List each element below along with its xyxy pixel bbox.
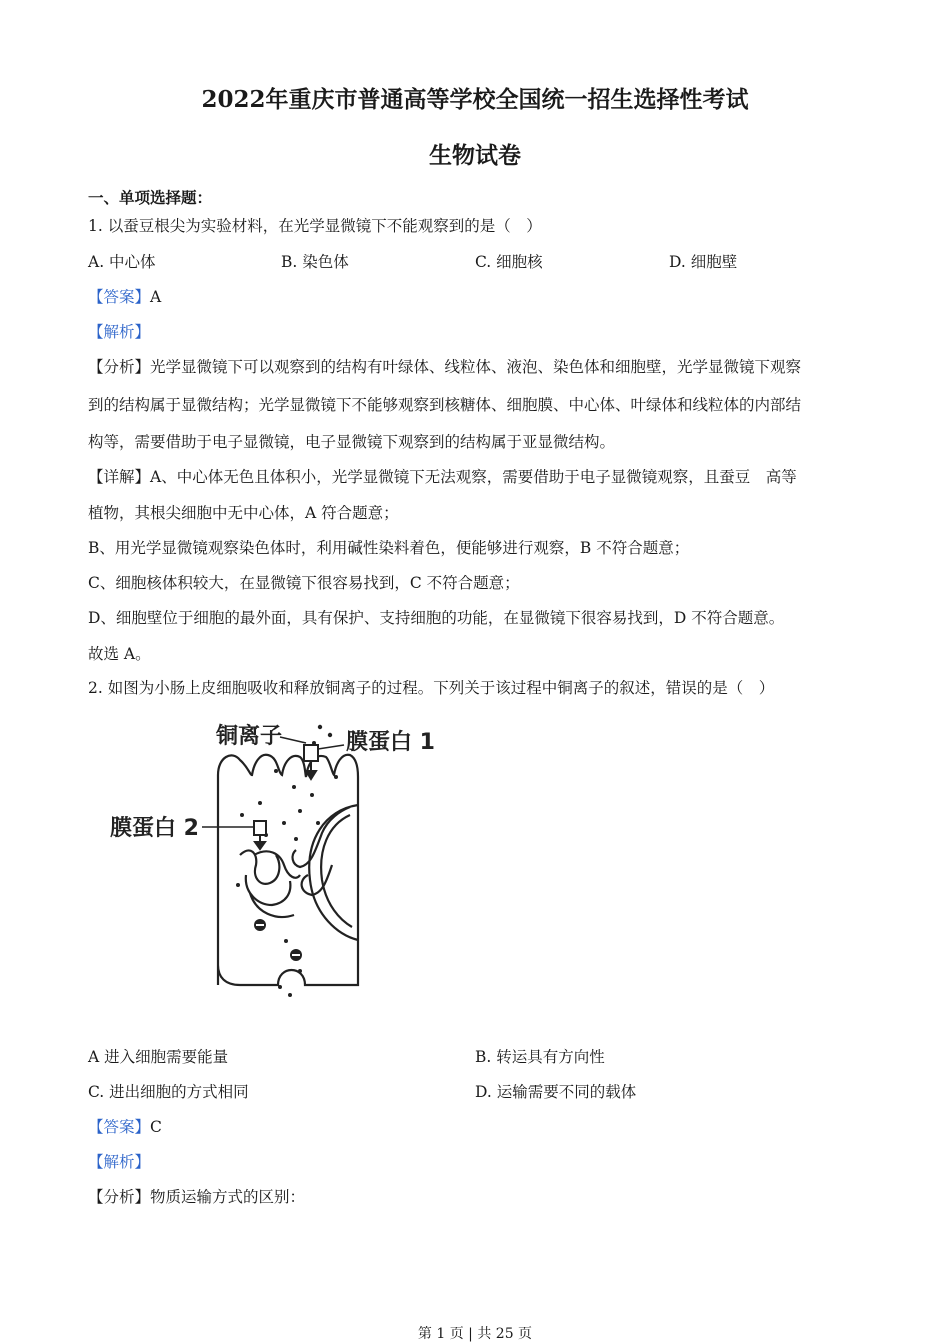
- q2-option-b: B. 转运具有方向性: [475, 1048, 605, 1066]
- fenxi-text: 光学显微镜下可以观察到的结构有叶绿体、线粒体、液泡、染色体和细胞壁，光学显微镜下观察: [150, 358, 802, 376]
- q1-fenxi-line-1: [88, 357, 801, 377]
- membrane-protein-2: [254, 821, 266, 849]
- copper-ion-dots: [236, 725, 338, 997]
- q1-answer: [88, 287, 161, 307]
- q2-fenxi-line-1: [88, 1187, 305, 1207]
- q1-fenxi-line-3: 构等，需要借助于电子显微镜，电子显微镜下观察到的结构属于亚显微结构。: [88, 433, 616, 451]
- q1-option-a: A. 中心体: [88, 253, 156, 271]
- q1-line-b: B、用光学显微镜观察染色体时，利用碱性染料着色，便能够进行观察，B 不符合题意；: [88, 539, 690, 557]
- q2-analysis-tag: 【解析】: [88, 1153, 151, 1171]
- xiangjie-tag: 【详解】: [88, 468, 151, 486]
- section-heading: 一、单项选择题：: [88, 188, 213, 207]
- q1-stem: 1. 以蚕豆根尖为实验材料，在光学显微镜下不能观察到的是（ ）: [88, 217, 542, 235]
- xiangjie-text: A、中心体无色且体积小，光学显微镜下无法观察，需要借助于电子显微镜观察，且蚕豆 高等: [150, 468, 797, 486]
- q2-answer: [88, 1117, 162, 1137]
- cell-membrane: [218, 755, 358, 985]
- answer-tag: 【答案】: [88, 288, 151, 306]
- label-membrane-protein-2: 膜蛋白 2: [110, 816, 199, 841]
- q2-option-a: A 进入细胞需要能量: [88, 1048, 229, 1066]
- page-title: 2022年重庆市普通高等学校全国统一招生选择性考试: [201, 86, 749, 113]
- answer-tag: 【答案】: [88, 1118, 151, 1136]
- q1-option-b: B. 染色体: [281, 253, 349, 271]
- q1-line-d: D、细胞壁位于细胞的最外面，具有保护、支持细胞的功能，在显微镜下很容易找到，D 不符合题意。: [88, 609, 785, 627]
- q1-option-d: D. 细胞壁: [669, 253, 738, 271]
- label-membrane-protein-1: 膜蛋白 1: [346, 730, 435, 755]
- q2-option-c: C. 进出细胞的方式相同: [88, 1083, 249, 1101]
- page-footer: 第 1 页 | 共 25 页: [417, 1326, 533, 1342]
- q2-stem: 2. 如图为小肠上皮细胞吸收和释放铜离子的过程。下列关于该过程中铜离子的叙述，错误的是（ ）: [88, 679, 775, 697]
- page-subtitle: 生物试卷: [429, 142, 521, 169]
- q1-fenxi-line-2: 到的结构属于显微结构；光学显微镜下不能够观察到核糖体、细胞膜、中心体、叶绿体和线粒体的内部结: [88, 396, 802, 414]
- fenxi-tag: 【分析】: [88, 1188, 151, 1206]
- nucleus: [309, 805, 358, 940]
- q1-option-c: C. 细胞核: [475, 253, 543, 271]
- q1-line-c: C、细胞核体积较大，在显微镜下很容易找到，C 不符合题意；: [88, 574, 520, 592]
- fenxi-text: 物质运输方式的区别：: [150, 1188, 306, 1206]
- answer-value: C: [150, 1118, 162, 1136]
- q1-xiangjie-line-1: [88, 467, 797, 487]
- q1-xiangjie-line-2: 植物，其根尖细胞中无中心体，A 符合题意；: [88, 504, 399, 522]
- q1-analysis-tag: 【解析】: [88, 323, 151, 341]
- fenxi-tag: 【分析】: [88, 358, 151, 376]
- answer-value: A: [150, 288, 162, 306]
- label-copper-ion: 铜离子: [216, 724, 283, 749]
- q1-conclusion: 故选 A。: [88, 645, 151, 663]
- cell-diagram: [100, 715, 440, 1005]
- q2-option-d: D. 运输需要不同的载体: [475, 1083, 637, 1101]
